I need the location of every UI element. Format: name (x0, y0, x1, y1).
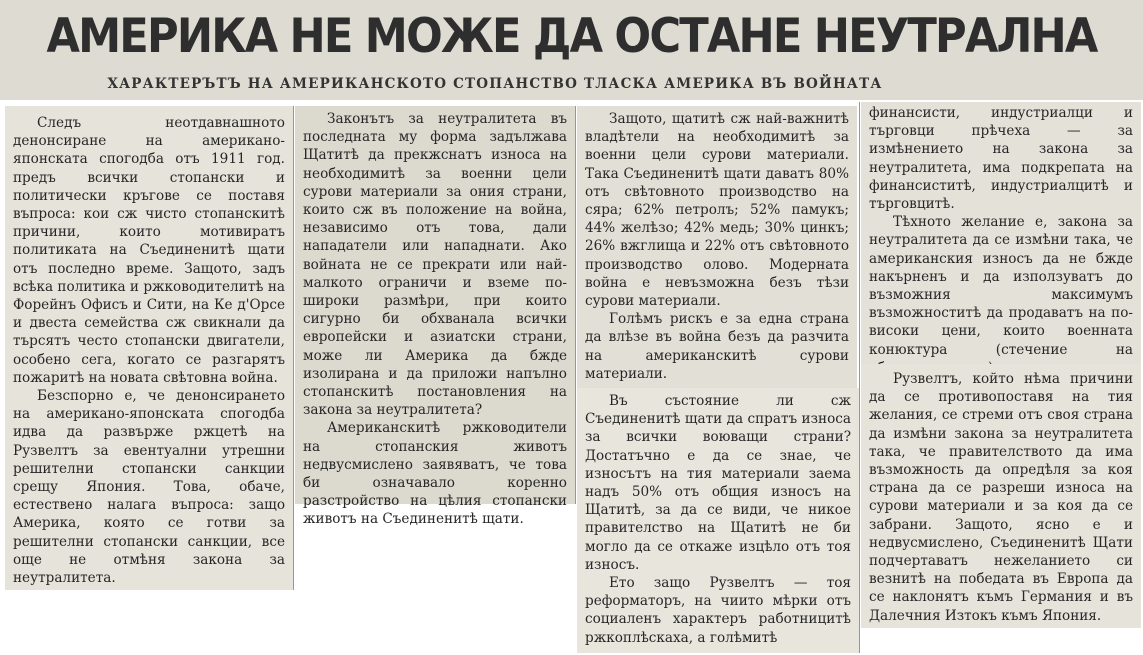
subheadline: ХАРАКТЕРЪТЪ НА АМЕРИКАНСКОТО СТОПАНСТВО ТЛАСКА АМЕРИКА ВЪ ВОЙНАТА (107, 76, 883, 92)
column-divider (293, 106, 294, 590)
column-1 (5, 106, 293, 590)
paragraph: Следъ неотдавнашното денонсиране на американо-японската спогодба отъ 1911 год. предъ всички стопански и политически кръгове се поставя въпроса: кои сж чисто стопанскитѣ причини, които мотивиратъ политиката на Съединенитѣ щати отъ последно време. Защото, задъ всѣка политика и ржководителитѣ на Форейнъ Офисъ и Сити, на Ке д'Орсе и двеста семейства сж свикнали да търсятъ често стопански двигатели, особено сега, когато се разгарятъ пожаритѣ на новата свѣтовна война. (13, 115, 285, 386)
column-3-bottom (577, 388, 859, 653)
column-4-bottom (861, 364, 1141, 628)
column-divider (859, 102, 860, 653)
paragraph: Въ състояние ли сж Съединенитѣ щати да спратъ износа за всички воюващи страни? Достатъчно е да се знае, че износътъ на тия материали заема надъ 50% отъ общия износъ на Щатитѣ, за да се види, че никое правителство на Щатитѣ не би могло да се откаже изцѣло отъ тоя износъ. (585, 393, 851, 573)
paragraph: Законътъ за неутралитета въ последната му форма задължава Щатитѣ да прекжснатъ износа на необходимитѣ за военни цели сурови материали за ония страни, които сж въ положение на война, независимо отъ това, дали нападатели или нападнати. Ако войната не се прекрати или най-малкото ограничи и вземе по-широки размѣри, при които сигурно би обхванала всички европейски и азиатски страни, може ли Америка да бжде изолирана и да приложи напълно стопанскитѣ постановления на закона за неутралитета? (303, 111, 567, 419)
headline-banner (0, 0, 1143, 100)
column-divider (575, 106, 576, 504)
paragraph: Безспорно е, че денонсирането на американо-японската спогодба идва да развърже ржцетѣ на Рузвелтъ за евентуални утрешни решителни стопански санкции срещу Япония. Това, обаче, естествено налага въпроса: защо Америка, която се готви за решителни стопански санкции, все още не отмѣня закона за неутралитета. (13, 388, 285, 587)
paragraph: финансисти, индустриалци и търговци прѣчеха — за измѣнението на закона за неутралитета, има подкрепата на финансиститѣ, индустриалцитѣ и търговцитѣ. (869, 105, 1133, 213)
column-3-top (577, 106, 857, 388)
headline: АМЕРИКА НЕ МОЖЕ ДА ОСТАНЕ НЕУТРАЛНА (46, 9, 1097, 64)
paragraph: Американскитѣ ржководители на стопанския животъ недвусмислено заявяватъ, че това би означавало коренно разстройство на цѣлия стопански животъ на Съединенитѣ щати. (303, 420, 567, 528)
paragraph: Защото, щатитѣ сж най-важнитѣ владѣтели на необходимитѣ за военни цели сурови материали. Така Съединенитѣ щати даватъ 80% отъ свѣтовното производство на сяра; 62% петролъ; 52% памукъ; 44% желѣзо; 42% медь; 30% цинкъ; 26% вжглища и 22% отъ свѣтовното производство олово. Модерната война е невъзможна безъ тѣзи сурови материали. (585, 111, 849, 310)
paragraph: Тѣхното желание е, закона за неутралитета да се измѣни така, че американския износъ да не бжде накърненъ и да използуватъ до възможния максимумъ възможноститѣ да продаватъ на по-високи цени, които военната конюктура (стечение на (869, 214, 1133, 358)
column-2 (295, 106, 575, 528)
column-4-top (861, 102, 1141, 364)
paragraph: Голѣмъ рискъ е за една страна да влѣзе въ война безъ да разчита на американскитѣ сурови материали. (585, 311, 849, 382)
paragraph: Рузвелтъ, който нѣма причини да се противопоставя на тия желания, се стреми отъ своя страна да измѣни закона за неутралитета така, че правителството да има възможность да опредѣля за коя страна да се разреши износа на сурови материали и за коя да се забрани. Защото, ясно е и недвусмислено, Съединенитѣ Щати подчертаватъ нежеланието си везнитѣ на победата въ Европа да се наклонятъ къмъ Германия и въ Далечния Изтокъ къмъ Япония. (869, 371, 1133, 624)
paragraph: Ето защо Рузвелтъ — тоя реформаторъ, на чиито мѣрки отъ социаленъ характеръ работницитѣ ржкоплѣскаха, а голѣмитѣ (585, 575, 851, 646)
